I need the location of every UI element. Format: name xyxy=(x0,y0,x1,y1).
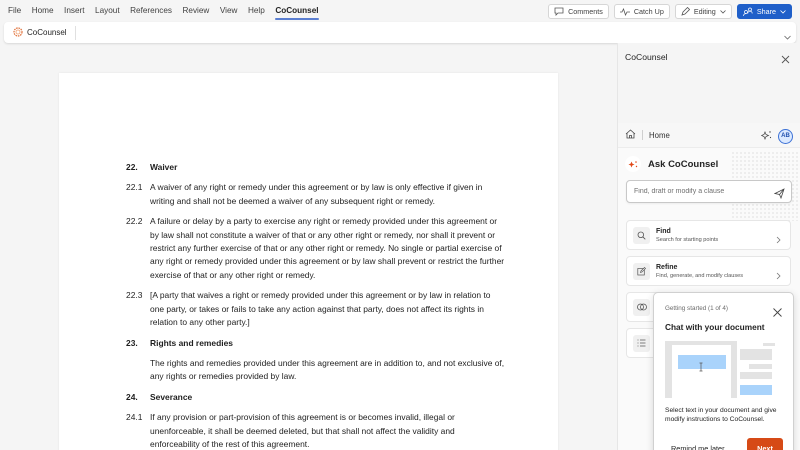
clause xyxy=(126,181,506,208)
refine-card[interactable] xyxy=(626,256,791,286)
tab-cocounsel[interactable]: CoCounsel xyxy=(275,0,318,22)
find-card[interactable] xyxy=(626,220,791,250)
share-button[interactable] xyxy=(737,4,792,19)
refine-card-text xyxy=(656,263,743,280)
pane-close-icon[interactable] xyxy=(781,51,790,69)
clause-number: 24.1 xyxy=(126,412,143,423)
next-button[interactable]: Next xyxy=(747,438,783,450)
section-number: 23. xyxy=(126,337,138,348)
chevron-down-icon xyxy=(720,10,726,14)
find-card-text xyxy=(656,227,718,244)
tab-file[interactable]: File xyxy=(8,6,22,15)
tab-help[interactable]: Help xyxy=(247,6,265,15)
tab-layout[interactable]: Layout xyxy=(95,6,120,15)
chevron-right-icon xyxy=(776,231,781,249)
menu-tabs xyxy=(0,0,329,22)
search-icon xyxy=(633,227,650,244)
section-title: Rights and remedies xyxy=(150,337,233,348)
section-title: Waiver xyxy=(150,162,178,172)
pencil-icon xyxy=(681,7,690,16)
chat-illustration xyxy=(665,341,775,398)
clause xyxy=(126,289,506,329)
section-title: Severance xyxy=(150,392,193,403)
pane-title: CoCounsel xyxy=(625,52,668,62)
pane-home-bar xyxy=(618,123,800,148)
clause xyxy=(126,411,506,450)
comments-button[interactable] xyxy=(548,4,609,19)
home-divider xyxy=(642,130,643,140)
popover-title: Chat with your document xyxy=(665,322,765,332)
menu-actions xyxy=(548,4,792,19)
remind-me-later-button[interactable]: Remind me later xyxy=(671,444,725,450)
getting-started-popover xyxy=(653,292,794,450)
chevron-down-icon xyxy=(780,10,786,14)
cocounsel-logo-icon xyxy=(13,24,23,42)
refine-card-subtitle: Find, generate, and modify clauses xyxy=(656,272,744,279)
menu-bar xyxy=(0,0,800,22)
clause-number: 22.2 xyxy=(126,216,143,227)
refine-card-title: Refine xyxy=(656,263,678,271)
clause-number: 22.1 xyxy=(126,182,143,193)
tab-review[interactable]: Review xyxy=(182,6,210,15)
illustration-graphic xyxy=(665,341,775,398)
tab-home[interactable]: Home xyxy=(31,6,54,15)
chevron-right-icon xyxy=(776,267,781,285)
tab-view[interactable]: View xyxy=(219,6,238,15)
home-breadcrumb[interactable]: Home xyxy=(649,130,670,140)
clause-number: 22.3 xyxy=(126,290,143,301)
pulse-icon xyxy=(620,8,630,16)
ask-input[interactable] xyxy=(634,188,769,195)
section-heading xyxy=(126,391,506,404)
home-icon[interactable] xyxy=(625,126,636,144)
compare-icon xyxy=(633,299,650,316)
home-actions xyxy=(761,127,793,145)
popover-step-indicator: Getting started (1 of 4) xyxy=(665,305,728,312)
tab-insert[interactable]: Insert xyxy=(64,6,85,15)
people-icon xyxy=(743,7,753,16)
avatar[interactable]: AB xyxy=(778,129,793,144)
popover-close-icon[interactable] xyxy=(773,304,782,322)
comments-label: Comments xyxy=(568,7,603,16)
section-heading xyxy=(126,161,506,174)
catch-up-label: Catch Up xyxy=(633,7,664,16)
clause xyxy=(126,215,506,281)
comment-icon xyxy=(554,7,564,16)
ask-title: Ask CoCounsel xyxy=(648,158,719,170)
editing-label: Editing xyxy=(693,7,716,16)
section-number: 22. xyxy=(126,162,138,172)
share-label: Share xyxy=(756,7,776,16)
ask-input-box[interactable] xyxy=(626,180,792,203)
edit-icon xyxy=(633,263,650,280)
section-heading xyxy=(126,337,506,350)
clause-text: A waiver of any right or remedy under this agreement or by law is only effective if given in writing and shall not be deemed a waiver of any subsequent right or remedy. xyxy=(150,182,483,206)
popover-description: Select text in your document and give modify instructions to CoCounsel. xyxy=(665,407,777,423)
cocounsel-ribbon-label: CoCounsel xyxy=(27,28,67,37)
section-number: 24. xyxy=(126,392,138,403)
ask-sparkle-icon xyxy=(625,156,641,172)
list-icon xyxy=(633,335,650,352)
paragraph: The rights and remedies provided under this agreement are in addition to, and not exclusive of, any rights or remedies provided by law. xyxy=(150,358,505,382)
cocounsel-ribbon-button[interactable] xyxy=(4,26,76,40)
sparkle-icon[interactable] xyxy=(761,127,772,145)
document-page[interactable] xyxy=(59,73,558,450)
clause-text: [A party that waives a right or remedy provided under this agreement or by law in relation to one party, or takes or fails to take any action against that party, does not affect its rights in relation to any other party.] xyxy=(150,290,491,327)
ribbon xyxy=(4,22,796,43)
find-card-title: Find xyxy=(656,227,671,235)
find-card-subtitle: Search for starting points xyxy=(656,236,719,243)
tab-references[interactable]: References xyxy=(130,6,172,15)
clause-text: A failure or delay by a party to exercise any right or remedy provided under this agreement or by law shall not constitute a waiver of that or any other right or remedy, nor shall it prevent or restrict any further exercise of that or any other right or remedy. No single or partial exercise of any right or remedy provided under this agreement or by law shall prevent or restrict the further exercise of that or any other right or remedy. xyxy=(150,216,505,280)
ask-cocounsel-header xyxy=(625,156,718,172)
catch-up-button[interactable] xyxy=(614,4,670,19)
editing-dropdown[interactable] xyxy=(675,4,732,19)
document-body xyxy=(126,161,506,450)
send-icon[interactable] xyxy=(774,186,785,204)
clause-text: If any provision or part-provision of this agreement is or becomes invalid, illegal or unenforceable, it shall be deemed deleted, but that shall not affect the validity and enforceability of the rest of this agreement. xyxy=(150,412,455,450)
